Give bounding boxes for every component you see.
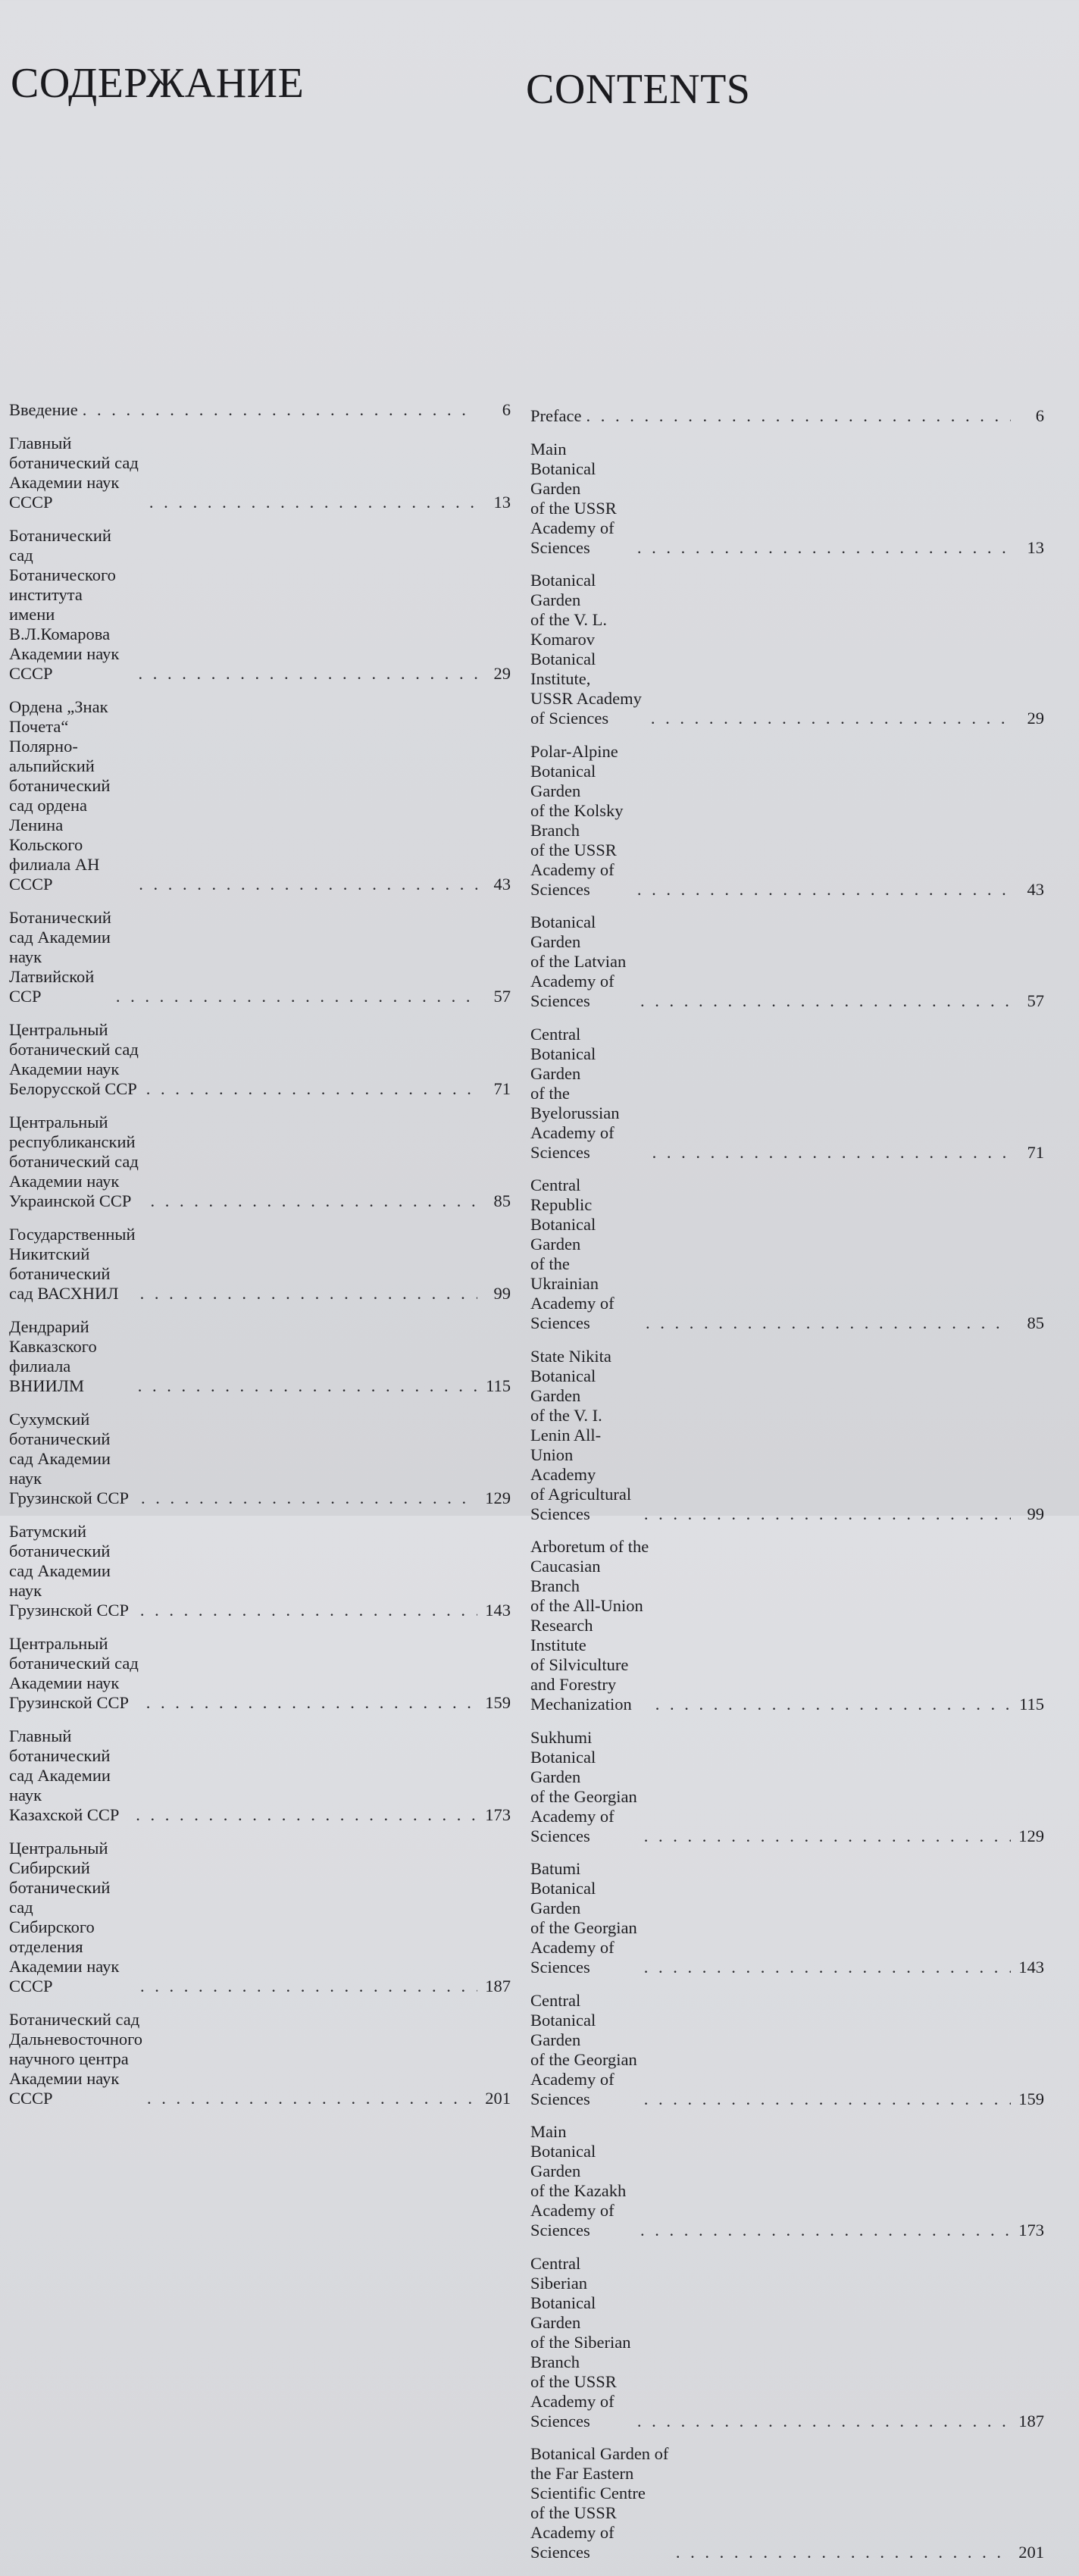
toc-leader-dots [586, 406, 1011, 426]
toc-entry-page-number: 187 [485, 1977, 511, 1995]
toc-entry-title: Ордена „Знак Почета“ Полярно-альпийский ботанический сад ордена Ленина Кольского филиала АН СССР [9, 697, 111, 894]
toc-leader-dots [141, 1488, 477, 1508]
toc-leader-dots [150, 1191, 477, 1211]
toc-entry [530, 2254, 1044, 2431]
toc-list-en [530, 406, 1044, 2576]
toc-entry [530, 1728, 1044, 1846]
toc-entry-title: Ботанический сад Дальневосточного научного центра Академии наук СССР [9, 2010, 143, 2108]
toc-entry-page-number: 29 [1027, 709, 1044, 728]
toc-entry [9, 400, 511, 420]
toc-entry-page-number: 143 [485, 1601, 511, 1620]
toc-leader-dots [644, 1958, 1011, 1977]
toc-leader-dots [651, 709, 1011, 728]
toc-entry-page-number: 173 [485, 1805, 511, 1824]
toc-leader-dots [637, 880, 1011, 900]
toc-entry-title: Дендрарий Кавказского филиала ВНИИЛМ [9, 1317, 97, 1395]
toc-entry-page-number: 129 [485, 1488, 511, 1507]
toc-entry [9, 1317, 511, 1396]
toc-entry [9, 1113, 511, 1211]
toc-leader-dots [655, 1695, 1011, 1714]
toc-entry [9, 1839, 511, 1996]
toc-entry-title: Введение [9, 400, 78, 419]
toc-entry-page-number: 129 [1018, 1826, 1044, 1845]
toc-entry [530, 1991, 1044, 2109]
toc-leader-dots [652, 1143, 1011, 1163]
toc-entry [530, 912, 1044, 1011]
toc-leader-dots [644, 1504, 1011, 1524]
toc-entry-title: Центральный республиканский ботанический сад Академии наук Украинской ССР [9, 1113, 139, 1210]
toc-leader-dots [136, 1805, 477, 1825]
toc-leader-dots [149, 493, 477, 512]
toc-entry-title: Главный ботанический сад Академии наук СССР [9, 434, 139, 512]
toc-entry [9, 908, 511, 1006]
toc-entry [9, 1020, 511, 1099]
toc-entry-title: Батумский ботанический сад Академии наук Грузинской ССР [9, 1522, 129, 1620]
toc-leader-dots [140, 1284, 477, 1304]
toc-leader-dots [138, 1376, 477, 1396]
toc-entry-page-number: 43 [493, 875, 511, 894]
toc-entry [530, 406, 1044, 426]
toc-entry [9, 2010, 511, 2108]
toc-entry-title: Центральный ботанический сад Академии наук Грузинской ССР [9, 1634, 139, 1712]
toc-entry-page-number: 115 [486, 1376, 511, 1395]
toc-entry-title: Botanical Garden of the Far Eastern Scientific Centre of the USSR Academy of Sciences [530, 2444, 669, 2562]
toc-leader-dots [644, 1826, 1011, 1846]
contents-title-en: CONTENTS [526, 66, 751, 113]
toc-entry-page-number: 99 [1027, 1504, 1044, 1523]
toc-entry [9, 1634, 511, 1713]
toc-entry [9, 1522, 511, 1620]
toc-entry-title: Main Botanical Garden of the Kazakh Academy of Sciences [530, 2122, 627, 2240]
toc-leader-dots [146, 1079, 477, 1099]
toc-entry-title: Ботанический сад Ботанического института имени В.Л.Комарова Академии наук СССР [9, 526, 120, 683]
toc-entry [530, 2122, 1044, 2240]
toc-entry-page-number: 99 [493, 1284, 511, 1303]
toc-entry-title: Central Republic Botanical Garden of the Ukrainian Academy of Sciences [530, 1175, 615, 1332]
toc-entry-page-number: 13 [1027, 537, 1044, 557]
toc-entry-page-number: 85 [1027, 1313, 1044, 1332]
toc-entry-page-number: 201 [485, 2089, 511, 2108]
toc-entry [530, 742, 1044, 900]
toc-entry [530, 2444, 1044, 2562]
toc-entry-title: Central Botanical Garden of the Georgian Academy of Sciences [530, 1990, 637, 2108]
contents-title-ru: СОДЕРЖАНИЕ [11, 60, 305, 107]
toc-entry [530, 1025, 1044, 1163]
toc-entry [9, 1726, 511, 1825]
toc-leader-dots [640, 991, 1011, 1011]
toc-leader-dots [83, 400, 477, 420]
toc-entry-title: Polar-Alpine Botanical Garden of the Kolsky Branch of the USSR Academy of Sciences [530, 741, 624, 899]
toc-leader-dots [646, 1313, 1011, 1333]
toc-entry-title: Preface [530, 406, 582, 425]
toc-leader-dots [147, 2089, 477, 2108]
toc-entry-page-number: 201 [1018, 2543, 1044, 2562]
toc-entry-title: Центральный ботанический сад Академии наук Белорусской ССР [9, 1020, 139, 1098]
toc-entry-page-number: 71 [493, 1079, 511, 1098]
toc-entry-title: Batumi Botanical Garden of the Georgian Academy of Sciences [530, 1859, 637, 1977]
toc-entry [530, 1859, 1044, 1977]
toc-entry [530, 440, 1044, 558]
toc-entry-page-number: 159 [485, 1693, 511, 1712]
toc-leader-dots [676, 2543, 1011, 2562]
toc-entry-page-number: 143 [1018, 1958, 1044, 1977]
toc-entry-title: Arboretum of the Caucasian Branch of the All-Union Research Institute of Silviculture and Forestry Mechanization [530, 1537, 649, 1714]
toc-entry-title: Main Botanical Garden of the USSR Academy of Sciences [530, 439, 617, 557]
toc-leader-dots [637, 538, 1011, 558]
toc-leader-dots [146, 1693, 477, 1713]
toc-entry-title: Ботанический сад Академии наук Латвийской ССР [9, 908, 111, 1006]
toc-leader-dots [637, 2412, 1011, 2431]
toc-entry [9, 434, 511, 512]
toc-entry-title: Central Siberian Botanical Garden of the Siberian Branch of the USSR Academy of Sciences [530, 2253, 631, 2430]
toc-entry-title: Botanical Garden of the V. L. Komarov Botanical Institute, USSR Academy of Sciences [530, 571, 642, 728]
toc-entry-title: Botanical Garden of the Latvian Academy of Sciences [530, 912, 627, 1010]
toc-leader-dots [140, 1977, 477, 1996]
toc-entry [9, 1225, 511, 1304]
toc-leader-dots [139, 664, 477, 684]
toc-entry [530, 571, 1044, 728]
toc-entry-title: Sukhumi Botanical Garden of the Georgian Academy of Sciences [530, 1727, 637, 1845]
toc-entry-title: Центральный Сибирский ботанический сад Сибирского отделения Академии наук СССР [9, 1839, 120, 1995]
toc-entry [530, 1175, 1044, 1333]
toc-entry-page-number: 43 [1027, 879, 1044, 899]
toc-entry [530, 1347, 1044, 1524]
toc-entry-page-number: 115 [1019, 1695, 1044, 1714]
toc-entry-title: State Nikita Botanical Garden of the V. I. Lenin All-Union Academy of Agricultural Sciences [530, 1346, 632, 1523]
toc-entry-page-number: 57 [1027, 991, 1044, 1010]
toc-entry-page-number: 13 [493, 493, 511, 512]
toc-entry [9, 1410, 511, 1508]
toc-leader-dots [140, 1601, 477, 1620]
toc-entry-page-number: 71 [1027, 1142, 1044, 1162]
toc-entry-title: Central Botanical Garden of the Byelorussian Academy of Sciences [530, 1024, 620, 1162]
toc-entry-page-number: 6 [1035, 406, 1044, 425]
toc-leader-dots [640, 2221, 1011, 2240]
toc-entry-page-number: 29 [493, 664, 511, 683]
toc-entry-page-number: 187 [1018, 2411, 1044, 2430]
toc-entry-title: Сухумский ботанический сад Академии наук Грузинской ССР [9, 1410, 129, 1507]
toc-leader-dots [116, 987, 477, 1006]
toc-entry-page-number: 57 [493, 987, 511, 1006]
toc-leader-dots [139, 875, 477, 894]
toc-entry-page-number: 173 [1018, 2221, 1044, 2240]
toc-entry [530, 1537, 1044, 1714]
toc-leader-dots [644, 2089, 1011, 2109]
toc-entry-page-number: 85 [493, 1191, 511, 1210]
toc-list-ru [9, 400, 511, 2122]
toc-entry-title: Главный ботанический сад Академии наук Казахской ССР [9, 1726, 120, 1824]
toc-entry [9, 526, 511, 684]
toc-entry-page-number: 159 [1018, 2089, 1044, 2108]
toc-entry-page-number: 6 [502, 400, 511, 419]
toc-entry-title: Государственный Никитский ботанический сад ВАСХНИЛ [9, 1225, 136, 1303]
toc-entry [9, 697, 511, 894]
